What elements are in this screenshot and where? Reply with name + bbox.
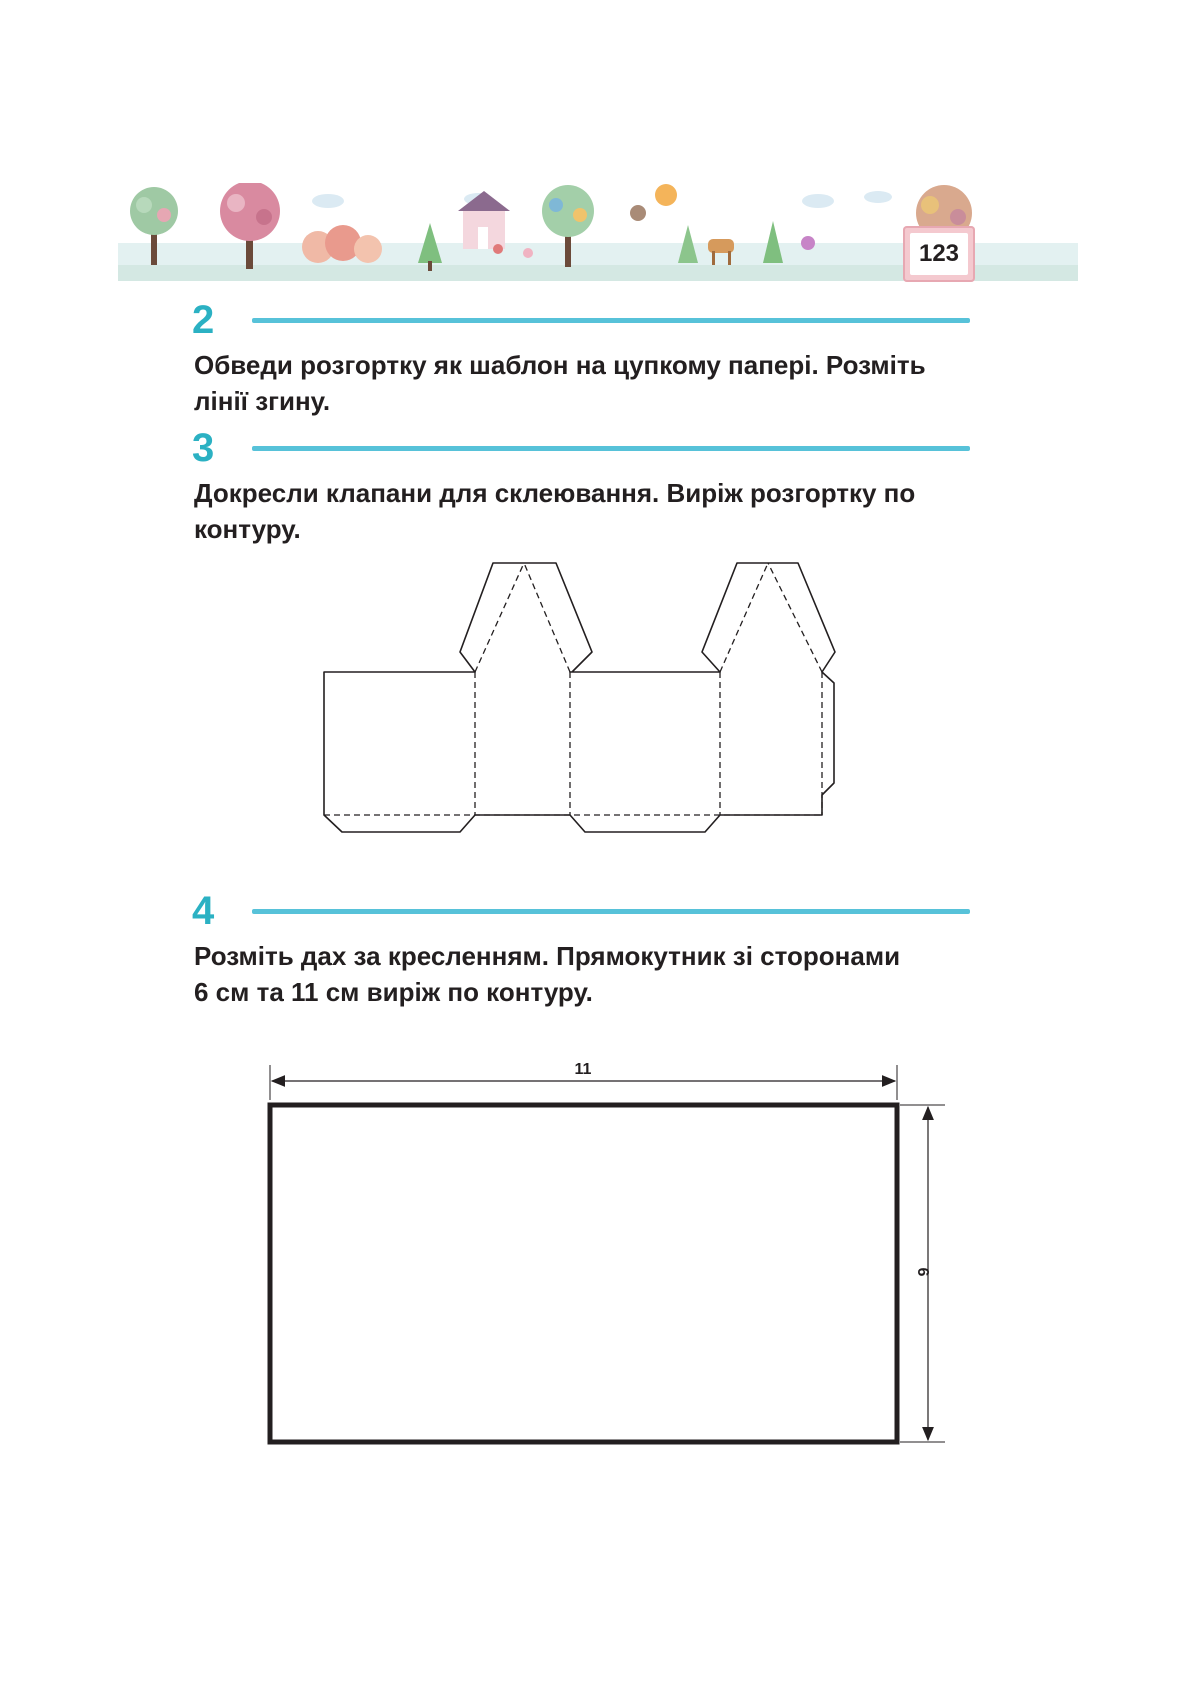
house-net-outline: [324, 563, 835, 832]
fold-line: [720, 563, 768, 672]
task-text-3-line-2: контуру.: [194, 514, 301, 544]
task-text-2: [194, 347, 974, 419]
fold-line: [768, 563, 822, 672]
task-text-4-line-2: 6 см та 11 см виріж по контуру.: [194, 977, 593, 1007]
task-number-3: 3: [192, 426, 215, 470]
task-text-3-line-1: Докресли клапани для склеювання. Виріж розгортку по: [194, 478, 916, 508]
task-divider-2: [252, 318, 970, 323]
task-text-2-line-2: лінії згину.: [194, 386, 331, 416]
page-number-badge: [903, 226, 975, 282]
width-label: 11: [574, 1061, 592, 1078]
task-text-4: [194, 938, 974, 1010]
task-text-4-line-1: Розміть дах за кресленням. Прямокутник зі сторонами: [194, 941, 901, 971]
house-net-drawing: [300, 555, 860, 875]
task-divider-4: [252, 909, 970, 914]
height-label: 6: [914, 1267, 931, 1277]
fold-line: [475, 563, 524, 672]
task-text-3: [194, 475, 974, 547]
roof-rectangle: [270, 1105, 897, 1442]
task-number-2: 2: [192, 298, 215, 342]
roof-rectangle-drawing: [250, 1050, 960, 1460]
task-divider-3: [252, 446, 970, 451]
task-text-2-line-1: Обведи розгортку як шаблон на цупкому папері. Розміть: [194, 350, 926, 380]
task-number-4: 4: [192, 889, 215, 933]
page-number: 123: [910, 233, 968, 275]
